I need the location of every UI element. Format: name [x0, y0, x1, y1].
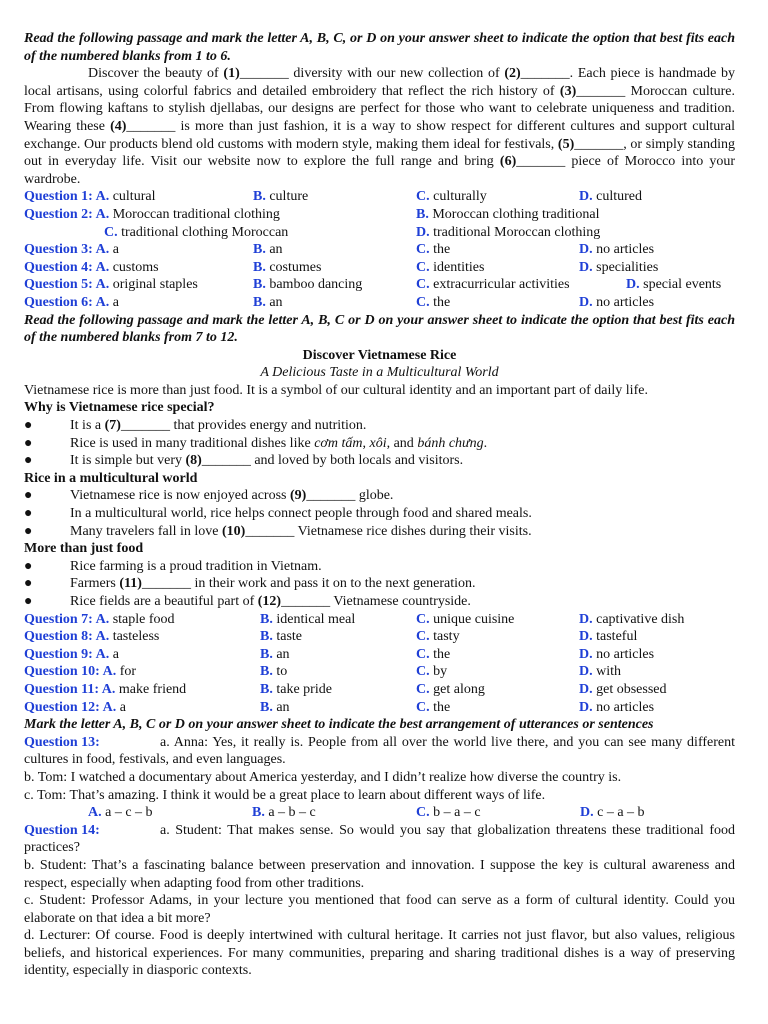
option-d: D. get obsessed [579, 681, 667, 697]
option-c: C. the [416, 699, 451, 715]
option-a: Question 1: A. cultural [24, 189, 156, 205]
bullet-text: Farmers (11)_______ in their work and pass it on to the next generation. [70, 576, 476, 592]
option-d: D. captivative dish [579, 611, 685, 627]
option-a: Question 2: A. Moroccan traditional clothing [24, 206, 280, 222]
bullet-dot: ● [24, 594, 33, 609]
option-d: D. cultured [579, 189, 642, 205]
bullet-text: It is a (7)_______ that provides energy and nutrition. [70, 418, 367, 434]
question-label: Question 7: [24, 611, 96, 627]
option-letter: C. [416, 294, 430, 310]
bullet-dot: ● [24, 453, 33, 469]
option-letter: D. [579, 629, 593, 645]
option-c: C. unique cuisine [416, 611, 515, 627]
option-a: Question 11: A. make friend [24, 681, 187, 697]
question-label: Question 6: [24, 294, 96, 310]
bullet-item [24, 593, 735, 611]
option-letter: A. [95, 259, 110, 275]
question-row [24, 628, 735, 646]
option-letter: D. [626, 277, 640, 293]
question-row [24, 276, 735, 294]
option-d: D. specialities [579, 259, 659, 275]
q14-line-c: c. Student: Professor Adams, in your lecture you mentioned that food can serve as a form of cultural identity. Could you elaborate on that idea a bit more? [24, 893, 735, 926]
option-letter: A. [95, 646, 110, 662]
q13-option-b: B. a – b – c [252, 805, 316, 821]
passage-subtitle: A Delicious Taste in a Multicultural World [260, 365, 499, 381]
option-letter: D. [579, 259, 593, 275]
q13-options [24, 804, 735, 822]
bullet-dot: ● [24, 488, 33, 504]
blank-number: (3) [559, 83, 577, 99]
option-a: Question 5: A. original staples [24, 277, 198, 293]
question-label: Question 12: [24, 699, 103, 715]
option-d: D. no articles [579, 242, 655, 258]
option-c: C. tasty [416, 629, 460, 645]
option-letter: D. [579, 646, 593, 662]
blank-number: (11) [119, 576, 142, 592]
option-d: D. traditional Moroccan clothing [416, 224, 601, 240]
option-letter: D. [579, 681, 593, 697]
instruction-part1: Read the following passage and mark the letter A, B, C, or D on your answer sheet to indicate the option that best fits each of the numbered blanks from 1 to 6. [24, 31, 735, 64]
option-letter: C. [416, 242, 430, 258]
bullet-item [24, 505, 735, 523]
option-c: C. identities [416, 259, 485, 275]
q13-line-b: b. Tom: I watched a documentary about America yesterday, and I didn’t realize how diverse the country is. [24, 769, 622, 785]
option-c: C. the [416, 646, 451, 662]
option-c: C. culturally [416, 189, 487, 205]
bullet-text: It is simple but very (8)_______ and loved by both locals and visitors. [70, 453, 464, 469]
bullet-text: Rice is used in many traditional dishes like cơm tấm, xôi, and bánh chưng. [70, 435, 488, 451]
bullet-dot: ● [24, 418, 33, 434]
bullet-item [24, 417, 735, 435]
option-letter: B. [260, 699, 273, 715]
option-letter: C. [104, 224, 118, 240]
bullet-dot: ● [24, 523, 33, 539]
question-row [24, 241, 735, 259]
bullet-item [24, 487, 735, 505]
blank-number: (6) [499, 154, 517, 170]
option-letter: B. [253, 277, 266, 293]
option-d: D. tasteful [579, 629, 638, 645]
blank-number: (8) [185, 453, 202, 469]
question-row [24, 681, 735, 699]
option-letter: B. [260, 629, 273, 645]
bullet-dot: ● [24, 435, 33, 451]
bullet-item [24, 435, 735, 453]
option-letter: C. [416, 699, 430, 715]
option-d: D. no articles [579, 646, 655, 662]
option-b: B. Moroccan clothing traditional [416, 206, 600, 222]
q13-option-a: A. a – c – b [88, 805, 153, 821]
blank-number: (1) [223, 66, 240, 82]
q14-line-a: a. Student: That makes sense. So would you say that globalization threatens these traditional food practices? [24, 822, 735, 856]
option-letter: D. [579, 242, 593, 258]
option-letter: C. [416, 259, 430, 275]
dish-name: bánh chưng [417, 435, 484, 451]
option-letter: A. [95, 294, 110, 310]
q13-option-c: C. b – a – c [416, 805, 481, 821]
bullet-item [24, 558, 735, 576]
option-letter: D. [579, 699, 593, 715]
question-label: Question 2: [24, 206, 96, 222]
option-d: D. with [579, 664, 622, 680]
question-label: Question 11: [24, 681, 102, 697]
option-letter: C. [416, 681, 430, 697]
bullet-item [24, 452, 735, 470]
bullet-text: In a multicultural world, rice helps connect people through food and shared meals. [70, 506, 532, 522]
section-heading: Why is Vietnamese rice special? [24, 400, 215, 416]
question-label: Question 1: [24, 189, 96, 205]
question-label: Question 5: [24, 277, 96, 293]
option-letter: A. [95, 629, 110, 645]
option-d: D. no articles [579, 294, 655, 310]
option-a: Question 12: A. a [24, 699, 126, 715]
question-row [24, 663, 735, 681]
passage-title: Discover Vietnamese Rice [302, 347, 457, 363]
option-a: Question 9: A. a [24, 646, 119, 662]
q14-line-b: b. Student: That’s a fascinating balance between preservation and innovation. I suppose the key is cultural awareness and respect, especially when adapting food from other traditions. [24, 857, 735, 891]
option-b: B. to [260, 664, 288, 680]
option-letter: A. [95, 242, 110, 258]
blank-number: (5) [557, 136, 575, 152]
option-letter: C. [416, 664, 430, 680]
section-heading: More than just food [24, 541, 144, 557]
question-list-part2 [24, 611, 735, 717]
bullet-item [24, 575, 735, 593]
passage-part1: Discover the beauty of (1)_______ diversity with our new collection of (2)_______. Each piece is handmade by local artisans, using colorful fabrics and detailed embroidery that reflect the rich history of (3)_______ Moroccan culture. From flowing kaftans to stylish djellabas, our designs are perfect for those who want to celebrate uniqueness and tradition. Wearing these (4)_______ is more than just fashion, it is a way to show respect for different cultures and support cultural exchange. Our products blend old customs with modern style, making them ideal for festivals, (5)_______, or simply standing out in everyday life. Visit our website now to explore the full range and bring (6)_______ piece of Morocco into your wardrobe. [24, 66, 736, 187]
question-list-part1 [24, 188, 735, 311]
option-letter: A. [102, 699, 117, 715]
blank-number: (7) [104, 418, 121, 434]
option-letter: D. [416, 224, 430, 240]
option-a: Question 6: A. a [24, 294, 119, 310]
option-letter: C. [416, 805, 430, 821]
question-row [24, 646, 735, 664]
option-b: B. identical meal [260, 611, 356, 627]
dish-name: cơm tấm [314, 435, 363, 451]
bullet-text: Many travelers fall in love (10)_______ Vietnamese rice dishes during their visits. [70, 523, 532, 539]
option-letter: A. [88, 805, 102, 821]
option-letter: D. [579, 664, 593, 680]
bullet-text: Rice farming is a proud tradition in Vietnam. [70, 558, 322, 574]
option-letter: B. [253, 242, 266, 258]
option-c: C. by [416, 664, 448, 680]
question-label: Question 8: [24, 629, 96, 645]
q13-line-c: c. Tom: That’s amazing. I think it would be a great place to learn about different ways of life. [24, 787, 546, 803]
q14-line-d: d. Lecturer: Of course. Food is deeply intertwined with cultural heritage. It carries not just flavor, but also values, religious beliefs, and historical experiences. For many communities, preparing and sharing traditional dishes is a way of preserving identity, especially in diasporic contexts. [24, 928, 735, 979]
option-letter: B. [252, 805, 265, 821]
option-d: D. special events [626, 277, 722, 293]
dish-name: xôi [369, 435, 387, 451]
instruction-part3: Mark the letter A, B, C or D on your answer sheet to indicate the best arrangement of utterances or sentences [24, 717, 654, 733]
question-row [24, 294, 735, 312]
option-letter: D. [579, 294, 593, 310]
option-letter: B. [253, 294, 266, 310]
option-a: Question 8: A. tasteless [24, 629, 160, 645]
option-letter: B. [253, 259, 266, 275]
option-b: B. bamboo dancing [253, 277, 363, 293]
option-letter: B. [260, 611, 273, 627]
question-row [24, 224, 735, 242]
question-label: Question 9: [24, 646, 96, 662]
blank-number: (9) [289, 488, 307, 504]
question-label: Question 4: [24, 259, 96, 275]
option-letter: A. [95, 206, 110, 222]
option-letter: A. [95, 277, 110, 293]
option-b: B. an [260, 699, 290, 715]
blank-number: (12) [257, 594, 282, 609]
option-letter: A. [102, 664, 117, 680]
option-letter: B. [260, 646, 273, 662]
option-letter: C. [416, 629, 430, 645]
option-c: C. the [416, 294, 451, 310]
bullet-dot: ● [24, 558, 33, 574]
question-label: Question 13: [24, 734, 100, 750]
option-letter: A. [101, 681, 116, 697]
option-b: B. an [253, 294, 283, 310]
option-a: Question 10: A. for [24, 664, 137, 680]
bullet-text: Vietnamese rice is now enjoyed across (9)_______ globe. [70, 488, 394, 504]
question-row [24, 188, 735, 206]
question-row [24, 259, 735, 277]
question-label: Question 10: [24, 664, 103, 680]
q13-line-a: a. Anna: Yes, it really is. People from all over the world live there, and you can see many different cultures in food, festivals, and even languages. [24, 734, 735, 768]
option-b: B. take pride [260, 681, 332, 697]
question-label: Question 14: [24, 822, 100, 838]
option-letter: B. [260, 681, 273, 697]
passage-intro: Vietnamese rice is more than just food. It is a symbol of our cultural identity and an important part of daily life. [24, 382, 648, 398]
option-a: Question 3: A. a [24, 242, 119, 258]
option-letter: C. [416, 277, 430, 293]
blank-number: (2) [504, 66, 521, 82]
option-b: B. costumes [253, 259, 322, 275]
option-a: Question 7: A. staple food [24, 611, 175, 627]
option-b: B. an [253, 242, 283, 258]
option-letter: D. [579, 611, 593, 627]
question-row [24, 699, 735, 717]
passage-sections [24, 399, 735, 610]
option-letter: A. [95, 611, 110, 627]
option-letter: B. [260, 664, 273, 680]
bullet-dot: ● [24, 576, 33, 592]
blank-number: (10) [222, 523, 246, 539]
section-heading: Rice in a multicultural world [24, 470, 198, 486]
option-a: Question 4: A. customs [24, 259, 159, 275]
instruction-part2: Read the following passage and mark the letter A, B, C or D on your answer sheet to indicate the option that best fits each of the numbered blanks from 7 to 12. [24, 312, 735, 346]
option-b: B. an [260, 646, 290, 662]
option-letter: D. [579, 189, 593, 205]
option-letter: A. [95, 189, 110, 205]
option-letter: C. [416, 646, 430, 662]
option-letter: C. [416, 611, 430, 627]
option-c: C. get along [416, 681, 485, 697]
bullet-dot: ● [24, 506, 33, 522]
question-row [24, 206, 735, 224]
blank-number: (4) [110, 118, 127, 134]
option-letter: B. [253, 189, 266, 205]
option-b: B. taste [260, 629, 302, 645]
option-letter: B. [416, 206, 429, 222]
option-c: C. extracurricular activities [416, 277, 570, 293]
option-letter: D. [580, 805, 594, 821]
option-c: C. the [416, 242, 451, 258]
bullet-item [24, 523, 735, 541]
option-d: D. no articles [579, 699, 655, 715]
q13-option-d: D. c – a – b [580, 805, 645, 821]
option-letter: C. [416, 189, 430, 205]
option-b: B. culture [253, 189, 309, 205]
question-label: Question 3: [24, 242, 96, 258]
bullet-text: Rice fields are a beautiful part of (12)_______ Vietnamese countryside. [70, 594, 471, 609]
question-row [24, 611, 735, 629]
option-c: C. traditional clothing Moroccan [104, 224, 289, 240]
